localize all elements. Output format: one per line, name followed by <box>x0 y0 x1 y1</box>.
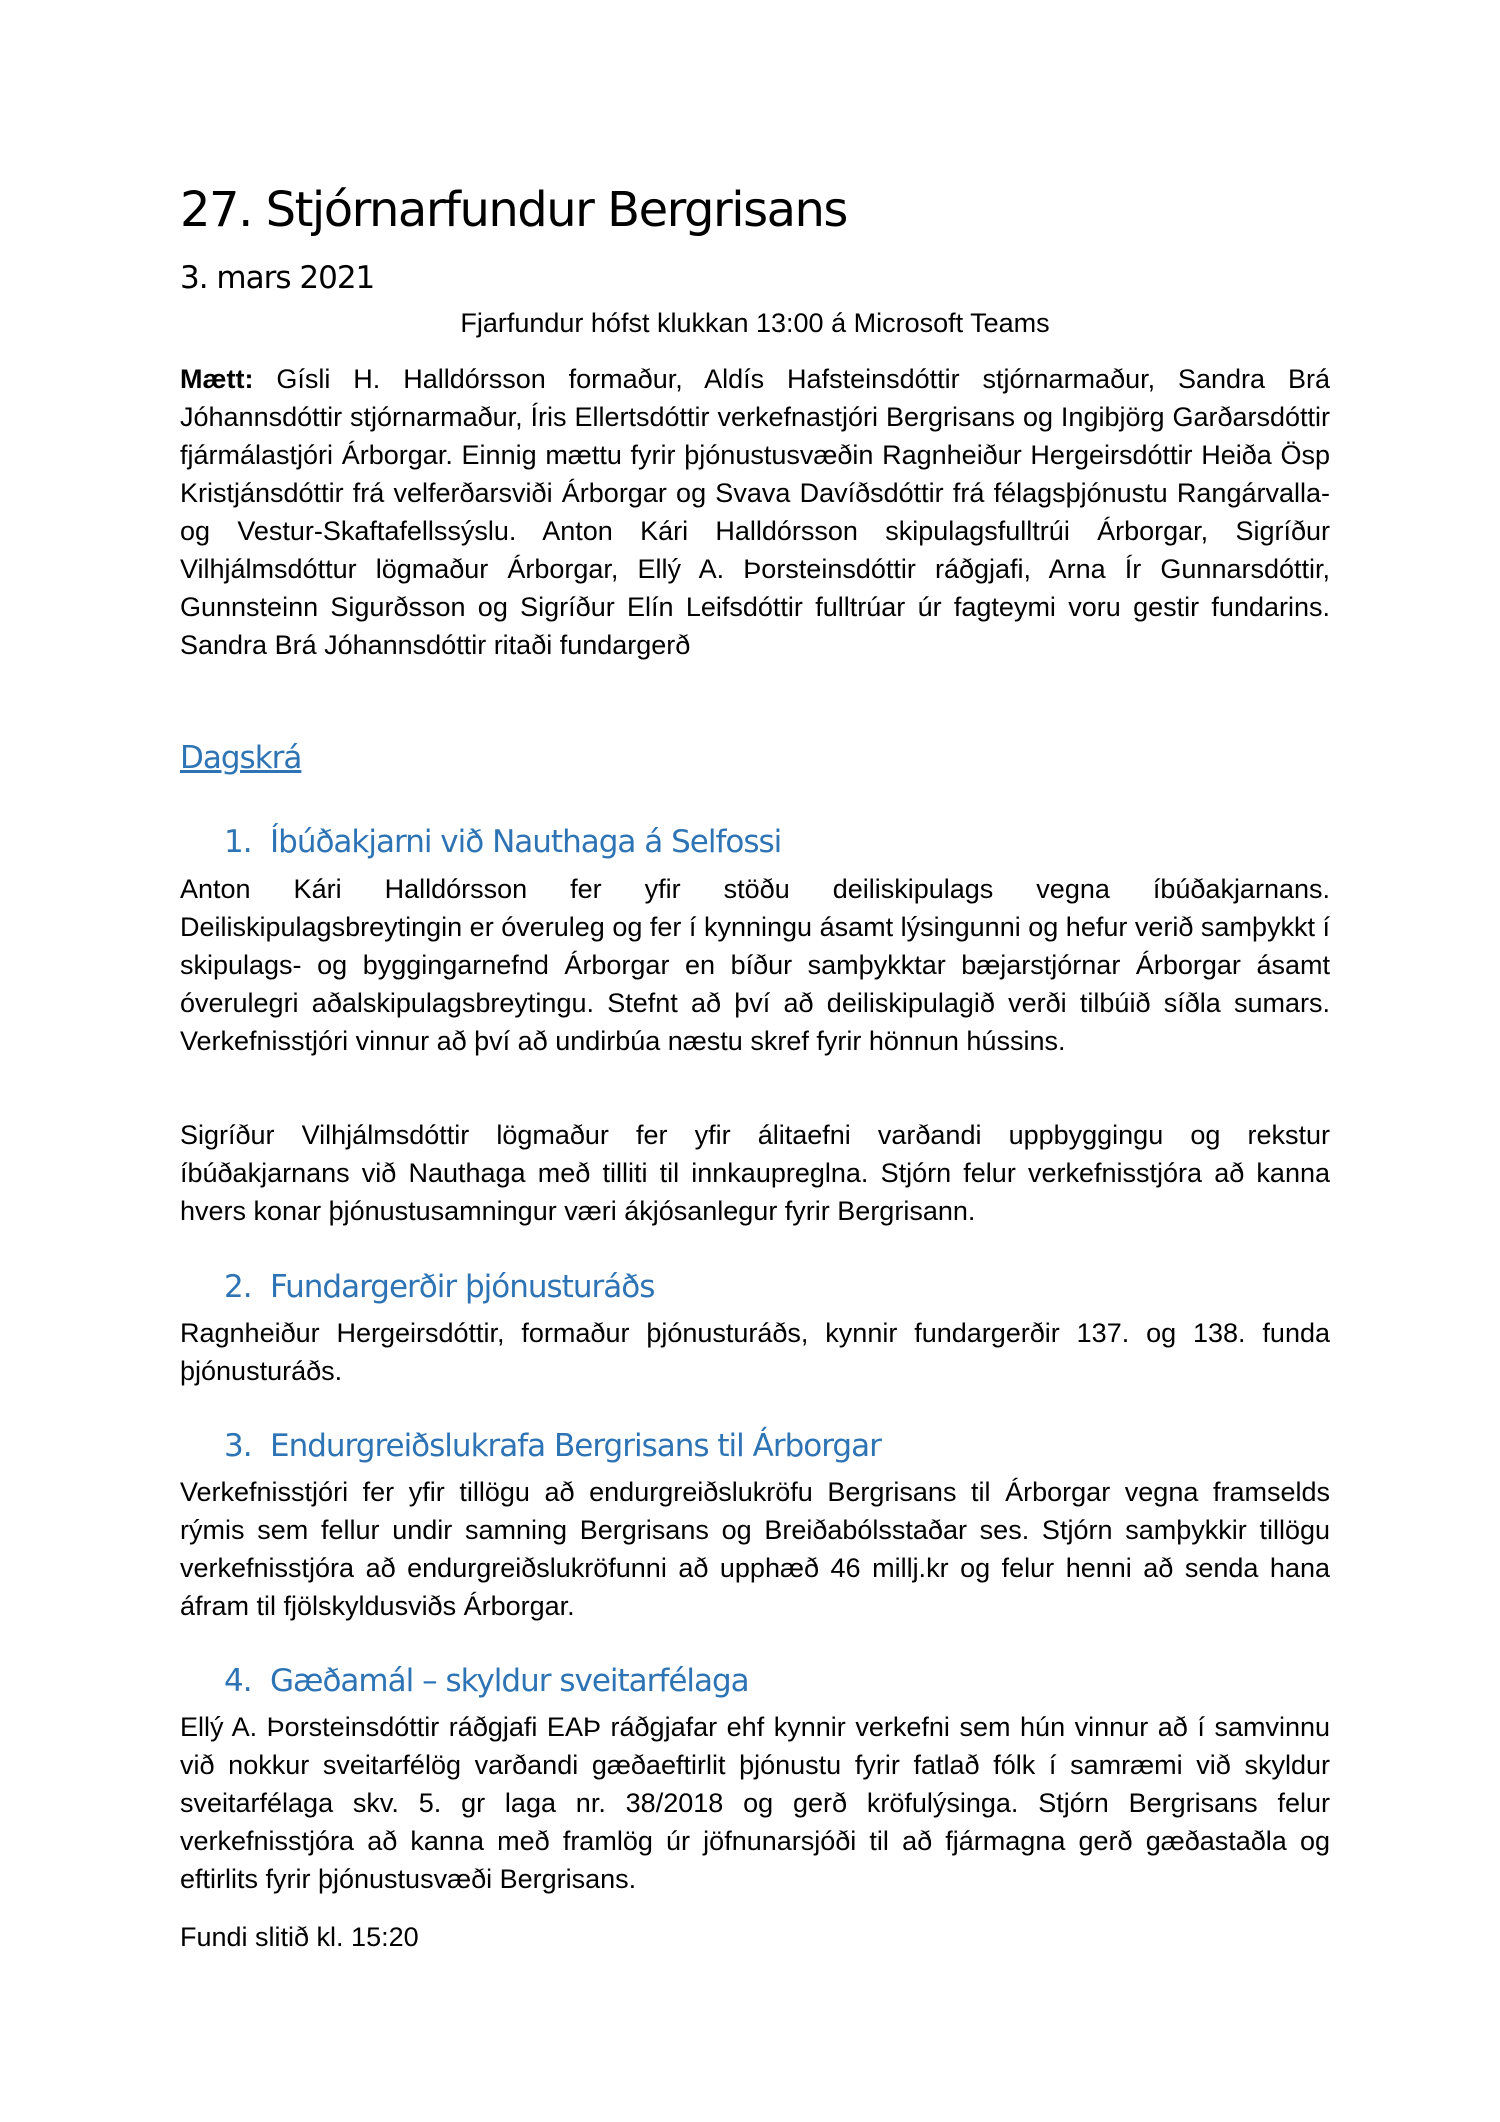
attendance-label: Mætt: <box>180 364 254 394</box>
item-title: Fundargerðir þjónusturáðs <box>270 1269 655 1305</box>
closing-line: Fundi slitið kl. 15:20 <box>180 1922 419 1952</box>
agenda-item-2-heading <box>224 1265 654 1309</box>
agenda-item-3-heading <box>224 1424 881 1468</box>
item-3-paragraph: Verkefnisstjóri fer yfir tillögu að endurgreiðslukröfu Bergrisans til Árborgar vegna framselds rýmis sem fellur undir samning Bergrisans og Breiðabólsstaðar ses. Stjórn samþykkir tillögu verkefnisstjóra að endurgreiðslukröfunni að upphæð 46 millj.kr og felur henni að senda hana áfram til fjölskyldusviðs Árborgar. <box>180 1477 1330 1621</box>
item-number: 2. <box>224 1269 252 1305</box>
agenda-heading: Dagskrá <box>180 740 302 776</box>
item-2-paragraph: Ragnheiður Hergeirsdóttir, formaður þjónusturáðs, kynnir fundargerðir 137. og 138. funda þjónusturáðs. <box>180 1318 1330 1386</box>
agenda-item-4-heading <box>224 1659 749 1703</box>
item-number: 3. <box>224 1428 252 1464</box>
meeting-date: 3. mars 2021 <box>180 260 375 296</box>
item-4-paragraph: Ellý A. Þorsteinsdóttir ráðgjafi EAÞ ráðgjafar ehf kynnir verkefni sem hún vinnur að í samvinnu við nokkur sveitarfélög varðandi gæðaeftirlit þjónustu fyrir fatlað fólk í samræmi við skyldur sveitarfélaga skv. 5. gr laga nr. 38/2018 og gerð kröfulýsinga. Stjórn Bergrisans felur verkefnisstjóra að kanna með framlög úr jöfnunarsjóði til að fjármagna gerð gæðastaðla og eftirlits fyrir þjónustusvæði Bergrisans. <box>180 1712 1330 1894</box>
agenda-item-1-heading <box>224 820 781 864</box>
item-number: 4. <box>224 1663 252 1699</box>
item-1-paragraph-2: Sigríður Vilhjálmsdóttir lögmaður fer yfir álitaefni varðandi uppbyggingu og rekstur íbúðakjarnans við Nauthaga með tilliti til innkaupreglna. Stjórn felur verkefnisstjóra að kanna hvers konar þjónustusamningur væri ákjósanlegur fyrir Bergrisann. <box>180 1120 1330 1226</box>
meeting-subtitle: Fjarfundur hófst klukkan 13:00 á Microsoft Teams <box>460 308 1050 338</box>
item-title: Íbúðakjarni við Nauthaga á Selfossi <box>270 824 782 860</box>
document-title: 27. Stjórnarfundur Bergrisans <box>180 182 847 238</box>
attendance-text: Gísli H. Halldórsson formaður, Aldís Hafsteinsdóttir stjórnarmaður, Sandra Brá Jóhannsdóttir stjórnarmaður, Íris Ellertsdóttir verkefnastjóri Bergrisans og Ingibjörg Garðarsdóttir fjármálastjóri Árborgar. Einnig mættu fyrir þjónustusvæðin Ragnheiður Hergeirsdóttir Heiða Ösp Kristjánsdóttir frá velferðarsviði Árborgar og Svava Davíðsdóttir frá félagsþjónustu Rangárvalla- og Vestur-Skaftafellssýslu. Anton Kári Halldórsson skipulagsfulltrúi Árborgar, Sigríður Vilhjálmsdóttur lögmaður Árborgar, Ellý A. Þorsteinsdóttir ráðgjafi, Arna Ír Gunnarsdóttir, Gunnsteinn Sigurðsson og Sigríður Elín Leifsdóttir fulltrúar úr fagteymi voru gestir fundarins. Sandra Brá Jóhannsdóttir ritaði fundargerð <box>180 364 1330 660</box>
item-1-paragraph-1: Anton Kári Halldórsson fer yfir stöðu deiliskipulags vegna íbúðakjarnans. Deiliskipulagsbreytingin er óveruleg og fer í kynningu ásamt lýsingunni og hefur verið samþykkt í skipulags- og byggingarnefnd Árborgar en bíður samþykktar bæjarstjórnar Árborgar ásamt óverulegri aðalskipulagsbreytingu. Stefnt að því að deiliskipulagið verði tilbúið síðla sumars. Verkefnisstjóri vinnur að því að undirbúa næstu skref fyrir hönnun hússins. <box>180 874 1330 1056</box>
item-title: Gæðamál – skyldur sveitarfélaga <box>270 1663 749 1699</box>
attendance-paragraph <box>180 360 1330 664</box>
item-number: 1. <box>224 824 252 860</box>
item-title: Endurgreiðslukrafa Bergrisans til Árborgar <box>270 1428 881 1464</box>
